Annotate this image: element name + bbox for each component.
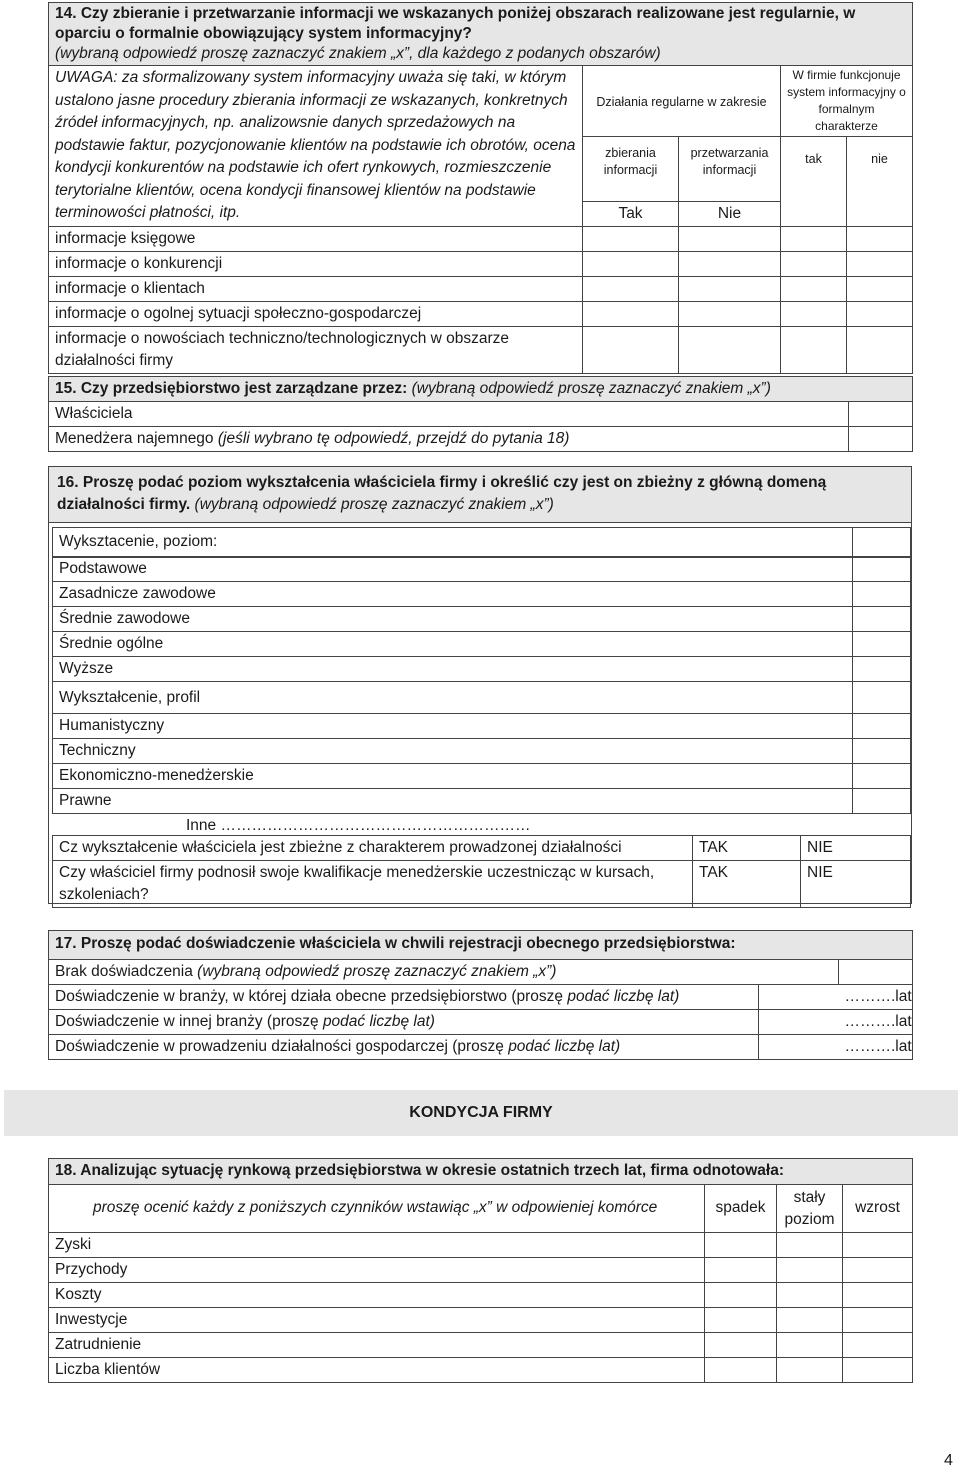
q16-level-table [52, 527, 911, 558]
q16-title: 16. Proszę podać poziom wykształcenia właściciela firmy i określić czy jest on zbieżny z główną domeną działalności firmy. [57, 474, 827, 513]
q17-row4-note: podać liczbę lat) [508, 1038, 621, 1055]
q17-lat-field[interactable]: ……….lat [839, 985, 913, 1010]
q16-level: Średnie zawodowe [53, 607, 853, 632]
q18-cell[interactable] [777, 1233, 843, 1258]
q15-opt1-box[interactable] [849, 402, 913, 427]
q14-sys-nie: nie [847, 137, 913, 227]
q14-cell[interactable] [781, 276, 847, 301]
q16-level: Podstawowe [53, 557, 853, 582]
q16-profile: Prawne [53, 789, 853, 814]
q17-title: 17. Proszę podać doświadczenie właściciela w chwili rejestracji obecnego przedsiębiorstwa: [49, 931, 913, 960]
q18-cell[interactable] [705, 1233, 777, 1258]
q14-cell[interactable] [781, 251, 847, 276]
q14-cell[interactable] [583, 276, 679, 301]
page-number: 4 [944, 1452, 953, 1469]
q18-cell[interactable] [843, 1308, 913, 1333]
q14-table [48, 2, 913, 374]
q14-cell[interactable] [847, 226, 913, 251]
q14-cell[interactable] [679, 251, 781, 276]
q14-cell[interactable] [781, 326, 847, 373]
q14-cell[interactable] [847, 276, 913, 301]
q17-row1: Brak doświadczenia [55, 963, 193, 980]
q18-col-up: wzrost [843, 1185, 913, 1233]
q18-cell[interactable] [777, 1333, 843, 1358]
q15-instruction: (wybraną odpowiedź proszę zaznaczyć znakiem „x”) [411, 380, 771, 397]
q16-profile-box[interactable] [853, 714, 911, 739]
q18-col-down: spadek [705, 1185, 777, 1233]
q18-cell[interactable] [843, 1233, 913, 1258]
section-header: KONDYCJA FIRMY [4, 1090, 958, 1136]
q18-cell[interactable] [705, 1308, 777, 1333]
q16-level-box[interactable] [853, 657, 911, 682]
q18-row: Koszty [49, 1283, 705, 1308]
q18-row: Zyski [49, 1233, 705, 1258]
q15-opt2: Menedżera najemnego [55, 430, 214, 447]
q16-profile: Ekonomiczno-menedżerskie [53, 764, 853, 789]
q16-level: Zasadnicze zawodowe [53, 582, 853, 607]
q18-row: Liczba klientów [49, 1358, 705, 1383]
q18-cell[interactable] [777, 1283, 843, 1308]
q14-row: informacje o nowościach techniczno/technologicznych w obszarze działalności firmy [49, 326, 583, 373]
q14-cell[interactable] [847, 301, 913, 326]
q14-cell[interactable] [847, 251, 913, 276]
q14-row: informacje o klientach [49, 276, 583, 301]
q14-col-regular: Działania regularne w zakresie [583, 66, 781, 137]
q14-cell[interactable] [781, 301, 847, 326]
q14-row: informacje księgowe [49, 226, 583, 251]
q14-note: UWAGA: za sformalizowany system informacyjny uważa się taki, w którym ustalono jasne procedury zbierania informacji ze wskazanych, konkretnych źródeł informacyjnych, np. analizowsnie danych sprzedażowych na podstawie faktur, pozycjonowanie klientów na podstawie ich obrotów, ocena kondycji konkurentów na podstawie ich ofert rynkowych, rozmieszczenie terytorialne klientów, ocena kondycji finansowej klientów na podstawie terminowości płatności, itp. [49, 66, 583, 227]
q16-profile-box[interactable] [853, 789, 911, 814]
q18-cell[interactable] [843, 1358, 913, 1383]
q16-level: Średnie ogólne [53, 632, 853, 657]
q18-cell[interactable] [843, 1258, 913, 1283]
q14-title: 14. Czy zbieranie i przetwarzanie informacji we wskazanych poniżej obszarach realizowane jest regularnie, w oparciu o formalnie obowiązujący system informacyjny? [55, 5, 856, 42]
q14-row: informacje o konkurencji [49, 251, 583, 276]
q15-title: 15. Czy przedsiębiorstwo jest zarządzane przez: [55, 380, 408, 397]
q18-title: 18. Analizując sytuację rynkową przedsiębiorstwa w okresie ostatnich trzech lat, firma odnotowała: [49, 1159, 913, 1185]
q18-cell[interactable] [777, 1358, 843, 1383]
q14-cell[interactable] [679, 226, 781, 251]
q14-cell[interactable] [847, 326, 913, 373]
q16-profile-box[interactable] [853, 764, 911, 789]
q14-cell[interactable] [781, 226, 847, 251]
q14-row: informacje o ogolnej sytuacji społeczno-gospodarczej [49, 301, 583, 326]
q16-other[interactable]: Inne …………………………………………………… [186, 817, 531, 834]
q17-lat-field[interactable]: ……….lat [839, 1010, 913, 1035]
q16-profile-box[interactable] [853, 739, 911, 764]
q17-row2-note: podać liczbę lat) [567, 988, 680, 1005]
q18-cell[interactable] [705, 1283, 777, 1308]
q18-cell[interactable] [777, 1308, 843, 1333]
q16-match-q: Cz wykształcenie właściciela jest zbieżne z charakterem prowadzonej działalności [53, 836, 693, 861]
q14-cell[interactable] [679, 326, 781, 373]
q14-cell[interactable] [679, 276, 781, 301]
q14-cell[interactable] [583, 226, 679, 251]
q17-row3: Doświadczenie w innej branży (proszę [55, 1013, 319, 1030]
q14-tak: Tak [583, 201, 679, 226]
q17-row2: Doświadczenie w branży, w której działa obecne przedsiębiorstwo (proszę [55, 988, 564, 1005]
q16-level-box[interactable] [853, 582, 911, 607]
q16-match-nie[interactable]: NIE [801, 836, 911, 861]
q16-profile-header: Wykształcenie, profil [53, 682, 853, 714]
q14-instruction: (wybraną odpowiedź proszę zaznaczyć znakiem „x”, dla każdego z podanych obszarów) [55, 45, 661, 62]
q18-row: Inwestycje [49, 1308, 705, 1333]
q16-match-tak[interactable]: TAK [693, 836, 801, 861]
q17-lat-field[interactable]: ……….lat [839, 1035, 913, 1060]
q15-opt1: Właściciela [49, 402, 849, 427]
q18-row: Zatrudnienie [49, 1333, 705, 1358]
q16-level-box[interactable] [853, 632, 911, 657]
q15-table [48, 376, 913, 452]
q14-cell[interactable] [583, 301, 679, 326]
q14-col-process: przetwarzania informacji [679, 137, 781, 202]
q18-cell[interactable] [843, 1283, 913, 1308]
q14-cell[interactable] [583, 326, 679, 373]
q14-cell[interactable] [583, 251, 679, 276]
q18-row: Przychody [49, 1258, 705, 1283]
q18-col-stable: stały poziom [777, 1185, 843, 1233]
q16-level-box[interactable] [853, 557, 911, 582]
q16-yesno-table [52, 835, 911, 908]
q17-row1-note: (wybraną odpowiedź proszę zaznaczyć znakiem „x”) [197, 963, 557, 980]
q14-col-collect: zbierania informacji [583, 137, 679, 202]
q17-row4: Doświadczenie w prowadzeniu działalności gospodarczej (proszę [55, 1038, 504, 1055]
q18-cell[interactable] [705, 1333, 777, 1358]
q15-opt2-box[interactable] [849, 427, 913, 452]
q14-nie: Nie [679, 201, 781, 226]
q16-profile: Techniczny [53, 739, 853, 764]
q14-sys-tak: tak [781, 137, 847, 227]
q17-row3-note: podać liczbę lat) [322, 1013, 435, 1030]
q18-cell[interactable] [777, 1258, 843, 1283]
q16-profile: Humanistyczny [53, 714, 853, 739]
q14-col-system: W firmie funkcjonuje system informacyjny o formalnym charakterze [781, 66, 913, 137]
q17-table [48, 930, 913, 1060]
q16-skills-nie[interactable]: NIE [801, 861, 911, 908]
q18-table [48, 1158, 913, 1383]
q16-instruction: (wybraną odpowiedź proszę zaznaczyć znakiem „x”) [194, 496, 554, 513]
q14-cell[interactable] [679, 301, 781, 326]
q18-instruction: proszę ocenić każdy z poniższych czynników wstawiąc „x” w odpowieniej komórce [49, 1185, 705, 1233]
q18-cell[interactable] [705, 1258, 777, 1283]
q16-level-box[interactable] [853, 607, 911, 632]
q16-skills-tak[interactable]: TAK [693, 861, 801, 908]
q15-opt2-note: (jeśli wybrano tę odpowiedź, przejdź do pytania 18) [217, 430, 570, 447]
q18-cell[interactable] [843, 1333, 913, 1358]
q16-levels [52, 556, 911, 814]
q16-skills-q: Czy właściciel firmy podnosił swoje kwalifikacje menedżerskie uczestnicząc w kursach, szkoleniach? [53, 861, 693, 908]
q18-cell[interactable] [705, 1358, 777, 1383]
q17-row1-box[interactable] [839, 960, 913, 985]
q16-level: Wyższe [53, 657, 853, 682]
q16-level-header: Wyksztacenie, poziom: [53, 528, 853, 558]
